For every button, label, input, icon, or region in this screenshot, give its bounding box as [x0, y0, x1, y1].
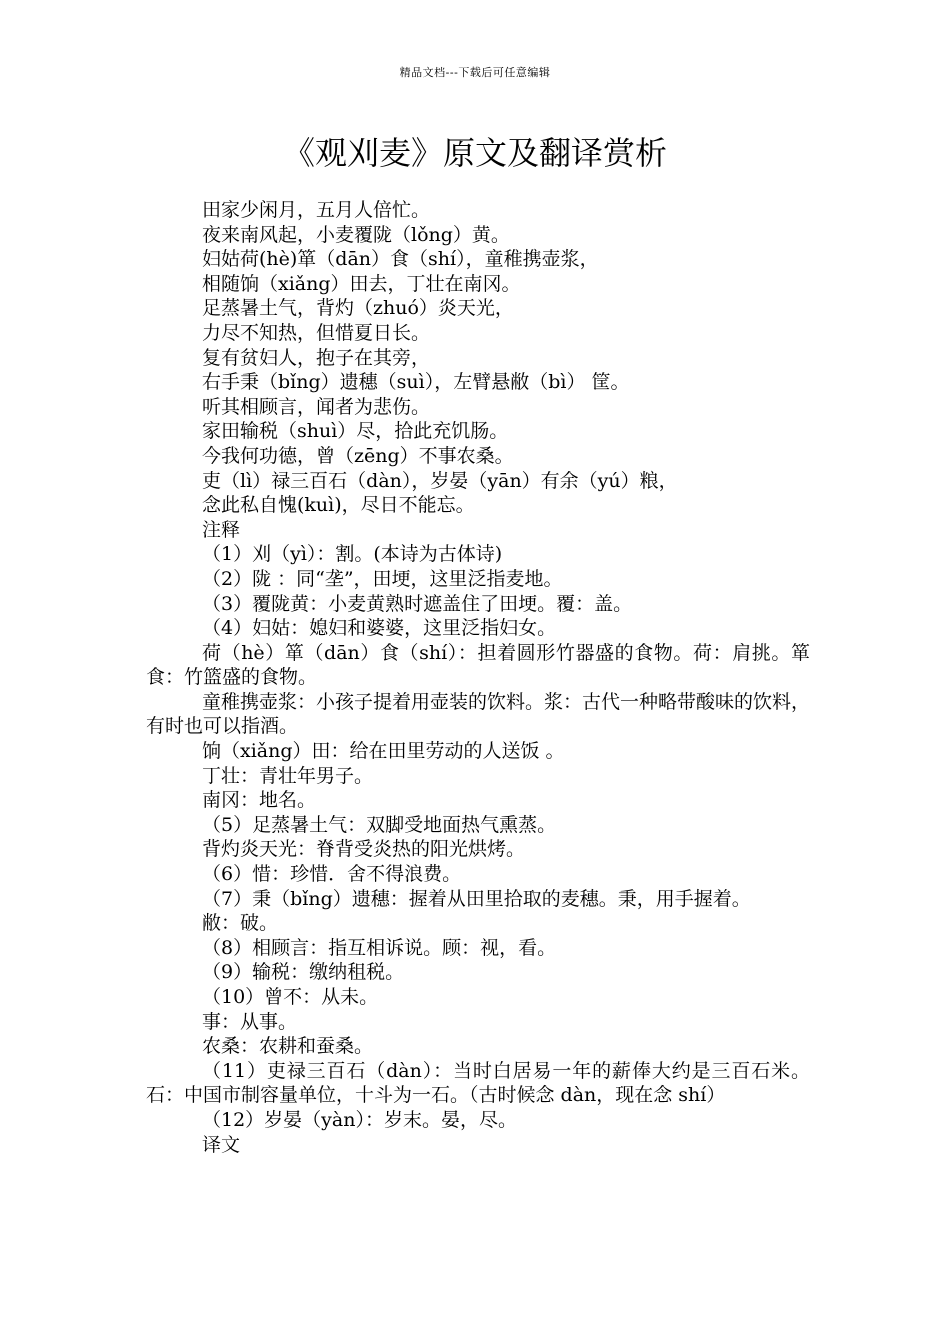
text-line: 吏（lì）禄三百石（dàn），岁晏（yān）有余（yú）粮， — [202, 469, 678, 492]
document-body — [146, 198, 810, 1157]
text-line: 敝：破。 — [202, 912, 279, 935]
document-title: 《观刈麦》原文及翻译赏析 — [282, 134, 667, 172]
text-line: （2）陇 ：同“垄”，田埂，这里泛指麦地。 — [202, 567, 563, 590]
text-line: 听其相顾言，闻者为悲伤。 — [202, 395, 431, 418]
text-line: （6）惜：珍惜．舍不得浪费。 — [202, 863, 462, 886]
text-line: 背灼炎天光：脊背受炎热的阳光烘烤。 — [202, 838, 526, 861]
text-line: 力尽不知热，但惜夏日长。 — [202, 321, 431, 344]
text-line: （1）刈（yì）：割。(本诗为古体诗) — [202, 543, 503, 566]
text-line: （8）相顾言：指互相诉说。顾：视，看。 — [202, 936, 557, 959]
text-line: 复有贫妇人，抱子在其旁， — [202, 346, 431, 369]
text-line: （3）覆陇黄：小麦黄熟时遮盖住了田埂。覆：盖。 — [202, 592, 633, 615]
text-line: 田家少闲月，五月人倍忙。 — [202, 199, 431, 221]
text-line: 荷（hè）箪（dān）食（shí）：担着圆形竹器盛的食物。荷：肩挑。箪食：竹篮盛的食物。 — [146, 641, 810, 689]
text-line: 右手秉（bǐng）遗穗（suì），左臂悬敝（bì） 筐。 — [202, 371, 630, 394]
text-line: 丁壮：青壮年男子。 — [202, 764, 374, 787]
text-line: （5）足蒸暑土气：双脚受地面热气熏蒸。 — [202, 813, 557, 836]
text-line: （4）妇姑：媳妇和婆婆，这里泛指妇女。 — [202, 617, 557, 640]
text-line: 南冈：地名。 — [202, 789, 317, 812]
text-line: 事：从事。 — [202, 1010, 298, 1033]
text-line: 家田输税（shuì）尽，拾此充饥肠。 — [202, 420, 509, 443]
text-line: （9）输税：缴纳租税。 — [202, 961, 405, 984]
text-line: 译文 — [202, 1133, 241, 1156]
text-line: 足蒸暑土气，背灼（zhuó）炎天光， — [202, 297, 514, 320]
text-line: （12）岁晏（yàn）：岁末。晏，尽。 — [202, 1108, 517, 1131]
text-line: 夜来南风起，小麦覆陇（lǒng）黄。 — [202, 223, 510, 246]
text-line: 妇姑荷(hè)箪（dān）食（shí），童稚携壶浆， — [202, 248, 599, 271]
text-line: 相随饷（xiǎng）田去，丁壮在南冈。 — [202, 272, 521, 295]
text-line: 农桑：农耕和蚕桑。 — [202, 1035, 374, 1058]
text-line: （11）吏禄三百石（dàn）：当时白居易一年的薪俸大约是三百石米。石：中国市制容量单位，十斗为一石。（古时候念 dàn，现在念 shí） — [146, 1059, 810, 1107]
text-line: 今我何功德，曾（zēng）不事农桑。 — [202, 444, 514, 467]
page-header: 精品文档---下载后可任意编辑 — [399, 66, 551, 79]
text-line: 注释 — [202, 518, 241, 541]
text-line: 念此私自愧(kuì)，尽日不能忘。 — [202, 494, 475, 517]
text-line: （10）曾不：从未。 — [202, 986, 379, 1008]
text-line: 童稚携壶浆：小孩子提着用壶装的饮料。浆：古代一种略带酸味的饮料，有时也可以指酒。 — [146, 690, 811, 738]
text-line: 饷（xiǎng）田：给在田里劳动的人送饭 。 — [202, 740, 565, 763]
text-line: （7）秉（bǐng）遗穗：握着从田里拾取的麦穗。秉，用手握着。 — [202, 887, 751, 910]
